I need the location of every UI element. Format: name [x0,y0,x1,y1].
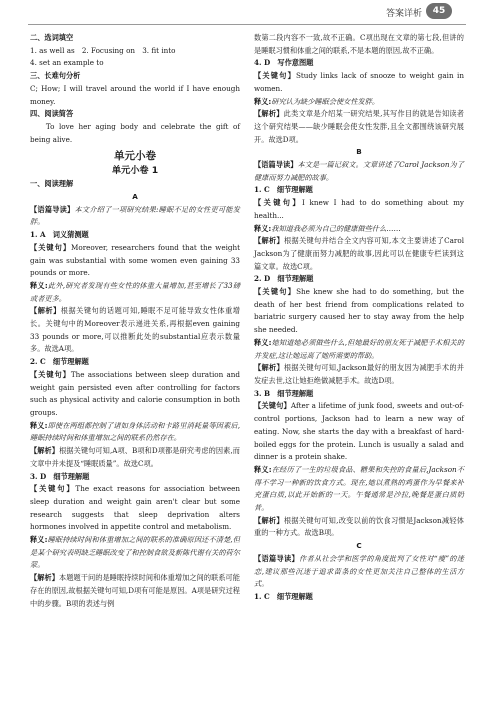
tag-label: 【解析】 [30,306,61,316]
translation [30,280,240,305]
explanation-text: 根据关键句可知,Jackson最好的朋友因为减肥手术的并发症去世,这让她拒绝做减肥手术。故选D项。 [254,363,464,385]
explanation [30,572,240,610]
explanation-text: 根据关键句并结合全文内容可知,本文主要讲述了Carol Jackson为了健康而努力减肥的故事,因此可以在健康专栏读到这篇文章。故选C项。 [254,236,464,271]
explanation-text: 本题题干问的是睡眠持续时间和体重增加之间的联系可能存在的原因,故根据关键句可知,D项有可能是原因。A项是研究过程中的步骤。B项的表述与例 [30,573,240,608]
section-title-word-fill: 二、选词填空 [30,33,74,42]
explanation-text: 根据关键句可知,改变以前的饮食习惯是Jackson减轻体重的一种方式。故选B项。 [254,515,464,538]
key-text: The associations between sleep duration and weight gain persisted even after controlling for factors such as physical activity and calorie consumption in both groups. [30,369,240,417]
explanation-text: 根据关键句可知,A项、B项和D项都是研究考虑的因素,而文章中并未提及“睡眠质量”。故选C项。 [30,446,240,468]
tag-label: 【关键句】 [30,242,72,252]
explanation [254,108,464,146]
answer-paragraph: C; How; I will travel around the world if I have enough money. [30,83,240,106]
tag-label: 【关键句】 [254,287,297,297]
passage-letter: A [132,192,138,202]
tag-label: 释义: [254,337,272,347]
guide-text: 本文是一篇记叙文。文章讲述了Carol Jackson为了健康而努力减肥的故事。 [254,160,464,182]
passage-guide [254,553,464,591]
translation-text: 她知道她必须做些什么,但她最好的朋友死于减肥手术相关的并发症,这让她远离了她所需要的帮助。 [254,337,464,360]
passage-guide [254,159,464,184]
explanation-text: 此类文章是介绍某一研究结果,其写作目的就是告知读者这个研究结果——缺少睡眠会使女性发胖,且全文都围绕该研究展开。故选D项。 [254,109,464,144]
passage-letter: C [356,541,362,551]
key-sentence [30,242,240,280]
tag-label: 释义: [254,223,272,233]
translation [254,337,464,362]
key-sentence [254,197,464,222]
tag-label: 释义: [254,464,272,474]
unit-subtitle: 单元小卷 1 [111,165,159,177]
guide-text: 本文介绍了一项研究结果:睡眠不足的女性更可能发胖。 [30,204,240,227]
tag-label: 【关键句】 [254,71,296,81]
translation [254,464,464,515]
key-text: The exact reasons for association between sleep duration and weight gain aren't clear but some research suggests that sleep deprivation alters hormones involved in appetite control and metabolism. [30,484,240,532]
key-text: I knew I had to do something about my health... [254,198,464,220]
key-sentence [30,483,240,534]
passage-letter: B [356,147,362,157]
guide-text: 作者从社会学和医学的角度批判了女性对“瘦”的迷恋,建议那些沉迷于追求苗条的女性更加关注自己整体的生活方式。 [254,553,464,589]
question-heading: 4. D 写作意图题 [254,58,314,68]
tag-label: 【解析】 [30,446,60,456]
key-text: Study links lack of snooze to weight gain in women. [254,71,464,93]
tag-label: 【语篇导读】 [30,204,75,214]
key-sentence [30,369,240,420]
tag-label: 【解析】 [30,573,59,583]
translation-text: 研究认为缺少睡眠会使女性发胖。 [271,96,380,106]
explanation [30,305,240,356]
header-divider [28,24,466,25]
explanation [254,362,464,387]
header-label: 答案详析 [385,9,422,19]
explanation-text: 根据关键句的话题可知,睡眠不足可能导致女性体重增长。关键句中的Moreover表示递进关系,再根据even gaining 33 pounds or more,可以推断此处的substantial应表示数量多。故选A项。 [30,306,240,354]
translation-text: 睡眠持续时间和体重增加之间的联系的准确原因还不清楚,但是某个研究表明缺乏睡眠改变了和控制食欲及新陈代谢有关的荷尔蒙。 [30,535,240,570]
explanation [254,235,464,273]
translation-text: 此外,研究者发现有些女性的体重大量增加,甚至增长了33磅或者更多。 [30,280,241,303]
key-sentence [254,400,464,464]
question-heading: 2. D 细节理解题 [254,274,314,284]
answer-line: 4. set an example to [30,58,104,68]
translation [30,420,240,445]
translation-text: 即使在两组都控制了诸如身体活动和卡路里消耗量等因素后,睡眠持续时间和体重增加之间的联系仍然存在。 [30,420,240,443]
tag-label: 【解析】 [254,109,284,119]
key-text: Moreover, researchers found that the weight gain was substantial with some women even gaining 33 pounds or more. [30,242,240,278]
tag-label: 【关键句】 [254,198,302,208]
question-heading: 1. C 细节理解题 [254,185,313,195]
section-title-short-answer: 四、阅读简答 [30,109,74,119]
key-sentence [254,286,464,337]
right-column [254,32,464,604]
key-sentence [254,70,464,95]
answer-paragraph: To love her aging body and celebrate the gift of being alive. [30,121,240,144]
question-heading: 2. C 细节理解题 [30,357,89,367]
section-title-reading: 一、阅读理解 [30,179,74,189]
section-title-sentence-analysis: 三、长难句分析 [30,71,81,81]
tag-label: 【语篇导读】 [254,553,299,563]
translation [30,534,240,572]
left-column [30,32,240,610]
tag-label: 【解析】 [254,363,284,373]
page-header [0,0,480,26]
tag-label: 释义: [30,420,48,430]
question-heading: 3. B 细节理解题 [254,388,314,398]
tag-label: 【关键句】 [30,369,71,379]
tag-label: 释义: [254,96,272,106]
translation [254,96,464,109]
unit-title: 单元小卷 [114,150,156,163]
translation-text: 在经历了一生的垃圾食品、糖果和失控的食量后,Jackson不得不学习一种新的饮食方式。现在,她以煮熟的鸡蛋作为早餐来补充蛋白质,以此开始新的一天。午餐通常是沙拉,晚餐是蛋白质奶昔。 [254,464,465,513]
tag-label: 【解析】 [254,515,284,525]
translation [254,223,464,236]
tag-label: 释义: [30,280,48,290]
question-heading: 1. C 细节理解题 [254,591,313,601]
key-text: After a lifetime of junk food, sweets and out-of-control portions, Jackson had to learn a new way of eating. Now, she starts the day with a breakfast of hard-boiled eggs for the protein. Lunch is usually a salad and dinner is a protein shake. [254,401,464,462]
tag-label: 释义: [30,535,48,545]
key-text: She knew she had to do something, but the death of her best friend from complications related to bariatric surgery caused her to stay away from the help she needed. [254,287,464,335]
translation-text: 我知道我必须为自己的健康做些什么…… [271,223,401,233]
explanation [30,445,240,470]
explanation-continued: 数第二段内容不一致,故不正确。C项出现在文章的第七段,但讲的是睡眠习惯和体重之间的联系,不是本题的原因,故不正确。 [254,33,464,55]
tag-label: 【关键句】 [254,401,291,411]
question-heading: 1. A 词义猜测题 [30,230,89,240]
tag-label: 【解析】 [254,236,285,246]
passage-guide [30,204,240,229]
tag-label: 【语篇导读】 [254,160,298,170]
tag-label: 【关键句】 [30,484,76,494]
question-heading: 3. D 细节理解题 [30,471,90,481]
explanation [254,515,464,540]
answer-line: 1. as well as 2. Focusing on 3. fit into [30,45,176,55]
page-number-badge: 45 [426,3,452,19]
